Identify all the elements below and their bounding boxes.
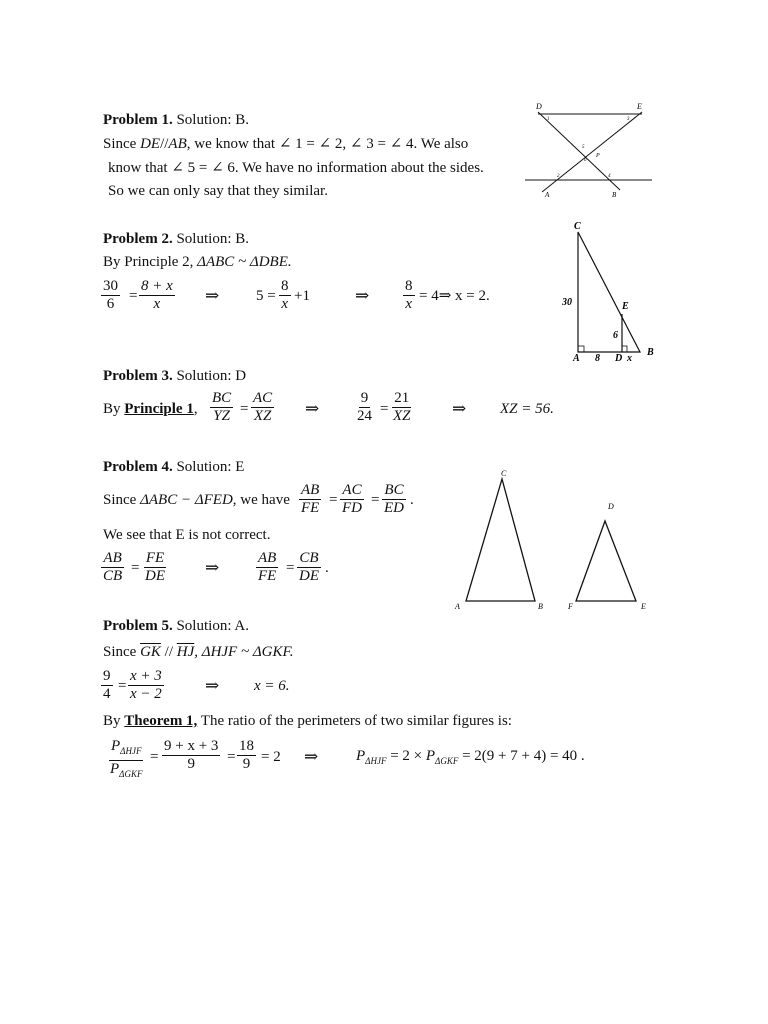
problem-1-line-2: know that ∠ 5 = ∠ 6. We have no information about the sides.: [108, 160, 484, 176]
problem-3-title: [103, 367, 246, 385]
problem-3-by: By Principle 1,: [103, 401, 198, 417]
p5-fraction-18-9: $\frac{18}{9}$: [239, 738, 254, 772]
p4-equals-2: =: [371, 492, 380, 508]
problem-1-line-1: Since DE//AB, we know that ∠ 1 = ∠ 2, ∠ 3 = ∠ 4. We also: [103, 136, 469, 152]
problem-4-heading: Problem 4.: [103, 459, 173, 475]
problem-5-heading: Problem 5.: [103, 618, 173, 634]
right-angle-d: [622, 346, 627, 352]
p4-fraction-ab-cb: $\frac{AB}{CB}$: [103, 550, 123, 584]
segment-hj: $\overline{HJ}$: [176, 644, 195, 660]
problem-4-figure: [450, 465, 660, 615]
label-d: D: [615, 353, 623, 364]
label-8: 8: [595, 353, 600, 364]
p4-period: .: [410, 492, 414, 508]
problem-2-figure: [560, 218, 665, 366]
p4-fraction-ac-fd: $\frac{AC}{FD}$: [342, 482, 362, 516]
problem-3-solution: Solution: D: [172, 368, 247, 384]
segment-gk: $\overline{GK}$: [140, 644, 161, 660]
p4-fraction-fe-de: $\frac{FE}{DE}$: [145, 550, 165, 584]
p4-implies-arrow: ⇒: [205, 558, 220, 577]
problem-5-theorem-line: By Theorem 1, The ratio of the perimeters of two similar figures is:: [103, 713, 512, 729]
problem-2-title: [103, 230, 249, 248]
label-angle-3: 3: [627, 117, 630, 122]
label-angle-2: 2: [557, 174, 560, 179]
triangle-abc: [466, 479, 535, 601]
p4-fraction-bc-ed: $\frac{BC}{ED}$: [384, 482, 404, 516]
label-p: P: [596, 153, 600, 159]
p4-fraction-cb-de: $\frac{CB}{DE}$: [299, 550, 319, 584]
label-e: E: [641, 602, 646, 611]
label-c: C: [501, 469, 507, 478]
label-e: E: [622, 301, 629, 312]
label-6: 6: [613, 330, 618, 341]
p5-fraction-x3-x2: $\frac{x + 3}{x - 2}$: [130, 668, 162, 702]
p5-fraction-sum-9: $\frac{9 + x + 3}{9}$: [164, 738, 219, 772]
p5-equals-1: =: [118, 678, 127, 694]
problem-2-line-1: By Principle 2, ΔABC ~ ΔDBE.: [103, 254, 292, 270]
label-d: D: [536, 102, 542, 111]
p3-equals-2: =: [380, 401, 389, 417]
problem-4-line-2: We see that E is not correct.: [103, 527, 271, 543]
p3-fraction-21-xz: $\frac{21}{XZ}$: [393, 390, 411, 424]
p2-lhs: 5 =: [256, 288, 276, 304]
p5-final-equation: $P_{\Delta HJF} = 2 \times P_{\Delta GKF} = 2(9 + 7 + 4) = 40$ .: [356, 748, 585, 766]
p3-fraction-9-24: $\frac{9}{24}$: [357, 390, 372, 424]
p4-equals-1: =: [329, 492, 338, 508]
p5-result: x = 6.: [254, 678, 290, 694]
p3-result: XZ = 56.: [500, 401, 554, 417]
p5-equals-3: =: [227, 749, 236, 765]
label-a: A: [573, 353, 580, 364]
p2-equals: =: [129, 288, 138, 304]
label-b: B: [612, 191, 617, 199]
problem-5-title: [103, 617, 249, 635]
principle-1-link: Principle 1: [124, 401, 194, 417]
problem-1-figure: [520, 98, 655, 203]
p3-implies-arrow-2: ⇒: [452, 399, 467, 418]
p2-fraction-30-6: $\frac{30}{6}$: [103, 278, 118, 312]
p3-equals-1: =: [240, 401, 249, 417]
label-c: C: [574, 221, 581, 232]
p5-equals-2-result: = 2: [261, 749, 281, 765]
problem-1-heading: Problem 1.: [103, 112, 173, 128]
label-e: E: [637, 102, 642, 111]
label-d: D: [608, 502, 614, 511]
label-angle-1: 1: [547, 117, 550, 122]
label-30: 30: [562, 297, 572, 308]
p4-equals-4: =: [286, 560, 295, 576]
problem-1-solution: Solution: B.: [172, 112, 249, 128]
p3-implies-arrow-1: ⇒: [305, 399, 320, 418]
p4-fraction-ab-fe-2: $\frac{AB}{FE}$: [258, 550, 277, 584]
p2-fraction-8-x-2: $\frac{8}{x}$: [405, 278, 413, 312]
problem-4-solution: Solution: E: [172, 459, 245, 475]
p4-fraction-ab-fe: $\frac{AB}{FE}$: [301, 482, 320, 516]
problem-2-heading: Problem 2.: [103, 231, 173, 247]
p2-implies-arrow-1: ⇒: [205, 286, 220, 305]
p4-period-2: .: [325, 560, 329, 576]
p2-fraction-8-x: $\frac{8}{x}$: [281, 278, 289, 312]
label-angle-6: 6: [584, 158, 587, 163]
p2-result: = 4⇒ x = 2.: [419, 288, 490, 304]
theorem-1-link: Theorem 1,: [124, 713, 198, 729]
label-angle-4: 4: [608, 174, 611, 179]
label-a: A: [545, 191, 550, 199]
label-b: B: [647, 347, 654, 358]
triangle-abc: [578, 232, 640, 352]
problem-4-line-1: Since ΔABC − ΔFED, we have: [103, 492, 290, 508]
p5-implies-arrow-2: ⇒: [304, 747, 319, 766]
p5-fraction-perimeters: $P_{\Delta HJF}$ $P_{\Delta GKF}$: [110, 738, 143, 779]
problem-1-line-3: So we can only say that they similar.: [108, 183, 328, 199]
problem-5-solution: Solution: A.: [172, 618, 249, 634]
label-angle-5: 5: [582, 145, 585, 150]
p5-implies-arrow-1: ⇒: [205, 676, 220, 695]
p3-fraction-ac-xz: $\frac{AC}{XZ}$: [253, 390, 273, 424]
triangle-fde: [576, 521, 636, 601]
label-f: F: [568, 602, 573, 611]
problem-2-solution: Solution: B.: [172, 231, 249, 247]
p5-equals-2: =: [150, 749, 159, 765]
problem-1-title: [103, 111, 249, 129]
right-angle-a: [578, 346, 584, 352]
label-a: A: [455, 602, 460, 611]
p4-equals-3: =: [131, 560, 140, 576]
problem-3-heading: Problem 3.: [103, 368, 173, 384]
label-x: x: [627, 353, 632, 364]
problem-5-line-1: Since $\overline{GK} // \overline{HJ}$, ΔHJF ~ ΔGKF.: [103, 644, 294, 660]
p5-fraction-9-4: $\frac{9}{4}$: [103, 668, 111, 702]
p2-rhs: +1: [294, 288, 310, 304]
problem-4-title: [103, 458, 244, 476]
p2-fraction-8x-x: $\frac{8 + x}{x}$: [141, 278, 173, 312]
label-b: B: [538, 602, 543, 611]
p3-fraction-bc-yz: $\frac{BC}{YZ}$: [212, 390, 232, 424]
p2-implies-arrow-2: ⇒: [355, 286, 370, 305]
